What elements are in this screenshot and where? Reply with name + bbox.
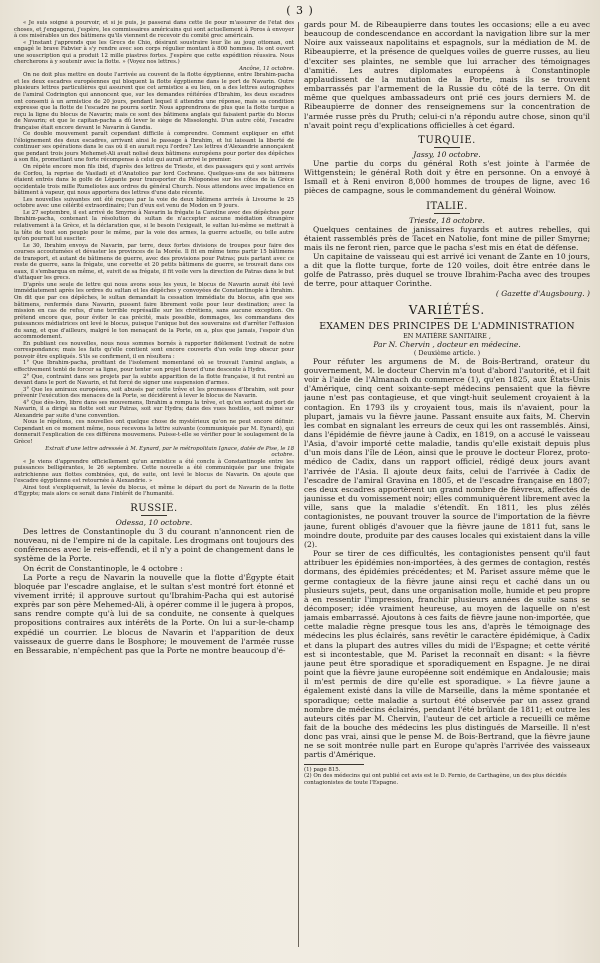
dateline-jassy: Jassy, 10 octobre.	[413, 149, 481, 159]
article-subtitle: EN MATIÈRE SANITAIRE ,	[403, 331, 491, 340]
paragraph: On répète encore mon fils ibid, d'après des lettres de Trieste, et des passagers qui y sont arrivés de Corfou, la reprise de Vasiladi et d'Anatolico par lord Cochrane. Quelques-uns de ses bâtimens étaient entrés dans le golfe de Lépante pour transporter du Péloponèse sur les côtes de la Grèce occidentale trois mille Rumeliotes aux ordres du général Church. Nous attendons avec impatience en bâtiment à vapeur, qui nous apportera des lettres d'une date récente.	[14, 164, 294, 197]
footnote-rule	[304, 764, 364, 765]
article-title: EXAMEN DES PRINCIPES DE L'ADMINISTRATION	[319, 320, 575, 332]
footnote: (2) On des médecins qui ont publié cet avis est le D. Fernio, de Carthagène, un des plus décidés contagionistes de toute l'Espagne.	[304, 773, 567, 786]
left-top-paragraphs	[14, 20, 294, 498]
article-part: ( Deuxième article. )	[413, 348, 481, 357]
footnote: (1) page 815.	[304, 766, 341, 773]
column-divider	[298, 22, 299, 947]
paragraph: 2° Que, contraint dans ses projets par la subite apparition de la flotte française, il fut rentré au devant dans le port de Navarin, et fut forcé de signer une suspension d'armes.	[14, 373, 294, 387]
paragraph: En publiant ces nouvelles, nous nous sommes bornés à rapporter fidèlement l'extrait de notre correspondance; mais les faits qu'elle contient sont encore couverts d'un voile trop obscur pour pouvoir être expliqués. S'ils se confirment, il en résultera :	[14, 340, 294, 360]
dateline: Ancône, 11 octobre.	[239, 65, 294, 72]
paragraph: 3° Que les amiraux européens, soit abusés par cette trêve et les promesses d'Ibrahim, soit pour prévenir l'exécution des menaces de la Porte, se décidèrent à lever le blocus de Navarin.	[14, 386, 294, 400]
paragraph: Pour se tirer de ces difficultés, les contagionistes pensent qu'il faut attribuer les épidémies non-importées, à des germes de contagion, restés dormans, des épidémies précédentes; et M. Pariset assure même que le germe contagieux de la fièvre jaune ainsi reçu et caché dans un ou plusieurs sujets, peut, dans une organisation molle, humide et peu propre à en ressentir l'impression, franchir plusieurs années de suite sans se décomposer; idée vraiment heureuse, au moyen de laquelle on n'est jamais embarrassé. Ajoutons à ces faits de fièvre jaune non-importée, que cette maladie règne presque tous les ans, d'après le témoignage des médecins les plus éclairés, sans revêtir le caractère épidémique, à Cadix et dans la plupart des autres villes du midi de l'Espagne; et cette vérité est si incontestable, que M. Pariset la reconnaît en disant: « la fièvre jaune peut être sporadique et sporadiquement en Espagne. Je ne dirai point que la fièvre jaune européenne soit endémique en Andalousie; mais il m'est permis de dire qu'elle est sporadique. » La fièvre jaune a également existé dans la ville de Marseille, dans la même spontanée et sporadique; cette maladie a surtout été observée par un assez grand nombre de médecins éclairés, pendant l'été brûlant de 1811; et outre les auteurs cités par M. Chervin, l'auteur de cet article a recueilli ce même fait de la bouche des médecins les plus distingués de Marseille. Il n'est donc pas vrai, ainsi que le pense M. de Bois-Bertrand, que la fièvre jaune ne se soit montrée nulle part en Europe qu'après l'arrivée des vaisseaux partis d'Amérique.	[304, 549, 590, 760]
paragraph: Quelques centaines de janissaires fuyards et autres rebelles, qui étaient rassemblés près de Tacet en Natolie, font mine de piller Smyrne; mais ils ne feront rien, parce que le pacha s'est mis en état de défense.	[304, 224, 590, 252]
paragraph: gards pour M. de Ribeaupierre dans toutes les occasions; elle a eu avec beaucoup de condescendance en accordant la navigation libre sur la mer Noire aux vaisseaux napolitains et espagnols, sur la médiation de M. de Ribeaupierre, et la présence de quelques voiles de guerre russes, au lieu d'exciter ses plaintes, ne semble que lui arracher des témoignages d'amitié. Les autres diplomates européens à Constantinople applaudissent de la mutation de la Porte, mais ils se trouvent embarrassés par l'armement de la Russie du côté de la terre. On dit même que quelques ambassadeurs ont prié ces jours derniers M. de Ribeaupierre de donner des renseignemens sur la concentration de l'armée russe près du Pruth; celui-ci n'a répondu autre chose, sinon qu'il n'avait point reçu d'explications officielles à cet égard.	[304, 20, 590, 130]
paragraph: La Porte a reçu de Navarin la nouvelle que la flotte d'Égypte était bloquée par l'escadre anglaise, et le sultan s'est montré fort étonné et vivement irrité; il approuve surtout qu'Ibrahim-Pacha qui est autorisé exprès par son père Mehemed-Ali, à opérer comme il le jugera à propos, sans rendre compte qu'à lui de sa conduite, ne consente à quelques propositions contraires aux intérêts de la Porte. On lui a sur-le-champ expédié un courrier. Le blocus de Navarin et l'apparition de deux vaisseaux de guerre dans le Bosphore; le mouvement de l'armée russe en Bessarabie, n'empêchent pas que la Porte ne montre beaucoup d'é-	[14, 572, 294, 655]
paragraph: 1° Que Ibrahim-pacha, profitant de l'isolement momentané où se trouvait l'amiral anglais, a effectivement tenté de forcer sa ligne, pour tenter son projet favori d'une descente à Hydra.	[14, 360, 294, 373]
heading-rule	[434, 318, 460, 319]
paragraph: « Je viens d'apprendre officiellement qu'un armistice a été conclu à Constantinople entre les puissances belligérantes, le 26 septembre. Cette nouvelle a été communiquée par une frégate autrichienne aux flottes combinées, qui, de suite, ont levé le blocus de Navarin. On ajoute que l'escadre égyptienne est retournée à Alexandrie. »	[14, 458, 294, 485]
dateline-trieste: Trieste, 18 octobre.	[409, 215, 485, 225]
paragraph: Le 27 septembre, il est arrivé de Smyrne à Navarin la frégate la Caroline avec des dépêches pour Ibrahim-pacha, contenant la résolution du sultan de n'accepter aucune médiation étrangère relativement à la Grèce, et la déclaration que, si le besoin l'exigeait, le sultan lui-même se mettrait à la tête de tout son peuple pour le même, par la voie des armes, la guerre actuelle, ou telle autre qu'on pourrait lui susciter.	[14, 209, 294, 243]
heading-rule	[141, 515, 167, 516]
paragraph: On ne doit plus mettre en doute l'arrivée au couvent de la flotte égyptienne, entre Ibrahim-pacha et les deux escadres européennes qui bloquent la flotte égyptienne dans le port de Navarin. Outre plusieurs lettres particulières qui assurent que cet armistice a eu lieu, on a des lettres autographes de l'amiral Codrington qui annoncent que, sur les demandes réitérées d'Ibrahim, les deux escadres ont consenti à un armistice de 20 jours, pendant lequel il attendra une réponse, mais sa condition expresse que la flotte de l'escadre ne pourra sortir. Nous apprendrons de plus que la flotte turque a reçu la ligne du blocus de Navarin; mais ce sont des bâtimens anglais qui faisaient partie du blocus de Navarin; et que le capitan-pacha a dû lever le siège de Missolonghi. D'un autre côté, l'escadre française était encore devant le Navarin à Gandia.	[14, 72, 294, 131]
paragraph: Ce double mouvement paraît cependant difficile à comprendre. Comment expliquer en effet l'éloignement des deux escadres, arrivant ainsi le passage à Ibrahim, et lui laissant la liberté de continuer ses opérations dans le cas où il en aurait reçu l'ordre? Les lettres d'Alexandrie annonçaient que pendant trois jours Mehemet-Ali avait nolisé deux bâtimens européens pour porter des dépêches à son fils, promettant une forte récompense à celui qui aurait arrivé le premier.	[14, 131, 294, 164]
paragraph: 4° Que dès-lors, libre dans ses mouvemens, Ibrahim a rompu la trêve, et qu'en sortant du port de Navarin, il a dirigé sa flotte soit sur Patras, soit sur Hydra; dans des vues hostiles, soit même sur Alexandrie par suite d'une convention.	[14, 399, 294, 419]
section-heading-italie: ITALIE.	[426, 200, 468, 212]
heading-rule	[434, 213, 460, 214]
paragraph: D'après une seule de lettre qui nous avons sous les yeux, le blocus de Navarin aurait été levé immédiatement après les ordres du sultan et les dépêches y convoyées de Constantinople à Ibrahim. On dit que par ces dépêches, le sultan demandait la cessation immédiate du blocus, afin que ses bâtimens, renfermés dans Navarin, pussent faire librement voile pour leur destination; avec la mission en cas de refus, d'une terrible représaille sur les chrétiens, sans aucune exception. On prétend encore que, pour éviter le cas précité, mais possible, dommages, les commandans des puissances médiatrices ont levé le blocus, puisque l'unique but des souverains est d'arrêter l'effusion du sang, et que d'ailleurs, malgré le ton menaçant de la Porte, on a, plus que jamais, l'espoir d'un accommodement.	[14, 281, 294, 341]
section-heading-russie: RUSSIE.	[130, 502, 178, 514]
paragraph: « J'instant j'apprends que les Grecs de Chio, désirant soustraire leur île au joug ottoman, ont engagé le brave Fabvier à s'y rendre avec son corps régulier montant à 800 hommes. Ils ont ouvert une souscription qui a produit 12 mille piastres fortes. J'espère que cette expédition réussira. Nous chercherons à y soutenir avec la flotte. » (Voyez nos lettres.)	[14, 39, 294, 66]
paragraph: Nous le répétons, ces nouvelles ont quelque chose de mystérieux qu'on ne peut encore définir. Cependant en ce moment même, nous recevons la lettre suivante (communiquée par M. Eynard), qui donnerait l'explication de ces différens mouvemens. Puisse-t-elle se vérifier pour le soulagement de la Grèce!	[14, 419, 294, 445]
paragraph: Ainsi tout s'expliquerait, la levée du blocus, et même le départ du port de Navarin de la flotte d'Égypte; mais alors ce serait dans l'intérêt de l'humanité.	[14, 484, 294, 498]
paragraph: On écrit de Constantinople, le 4 octobre :	[23, 563, 183, 573]
paragraph: « Je suis soigné à pourvoir, et si je puis, je passerai dans cette île pour m'assurer de l'état des choses, et j'engagerai, j'espère, les commissaires américains qui sont actuellement à Poros à envoyer à ces misérables un des bâtimens qu'ils viennent de recevoir du comité grec américain.	[14, 20, 294, 40]
paragraph: Une partie du corps du général Roth s'est jointe à l'armée de Wittgenstein; le général Roth doit y être en personne. On a envoyé à Ismaïl et à Reni environ 8,000 hommes de troupes de ligne, avec 16 pièces de campagne, sous le commandement du général Woinow.	[304, 158, 590, 196]
dateline-odessa: Odessa, 10 octobre.	[115, 517, 193, 527]
left-column	[14, 20, 294, 950]
paragraph: Les nouvelles suivantes ont été reçues par la voie de deux bâtimens arrivés à Livourne le 25 octobre avec une célérité extraordinaire; l'un d'eux est venu de Modon en 9 jours.	[14, 196, 294, 210]
section-heading-turquie: TURQUIE.	[418, 134, 476, 146]
paragraph: Le 30, Ibrahim envoya de Navarin, par terre, deux fortes divisions de troupes pour faire des courses accoutumées et dévaster les provinces de la Morée. Il fit en même tems partir 15 bâtimens de transport, et autant de bâtimens de guerre, avec des provisions pour Patras; puis partant avec ce reste de guerre, sans la frégate, une corvette et 20 petits bâtimens de guerre, se trouvait dans ces eaux, il s'embarqua en même, et, suivit de sa frégate, il fit voile vers la direction de Patras dans le but d'attaquer les grecs.	[14, 242, 294, 282]
letter-caption: Extrait d'une lettre adressée à M. Eynard, par le métropolitain Ignace, datée de Pise, le 18 octobre.	[45, 445, 294, 459]
section-heading-varietes: VARIÉTÉS.	[408, 302, 486, 317]
page-number: ( 3 )	[286, 4, 314, 17]
right-column	[304, 20, 590, 950]
paragraph: Un capitaine de vaisseau qui est arrivé ici venant de Zante en 10 jours, a dit que la flotte turque, forte de 120 voiles, doit être entrée dans le golfe de Patrasso, près duquel se trouve Ibrahim-Pacha avec des troupes de terre, pour attaquer Corinthe.	[304, 251, 590, 289]
paragraph: Des lettres de Constantinople du 3 du courant n'annoncent rien de nouveau, ni de l'empire ni de la capitale. Les drogmans ont toujours des conférences avec le reis-effendi, et il n'y a point de changement dans le système de la Porte.	[14, 526, 294, 564]
article-author: Par N. Chervin , docteur en médecine.	[373, 339, 521, 349]
source-attribution: ( Gazette d'Augsbourg. )	[495, 288, 590, 298]
paragraph: Pour réfuter les argumens de M. de Bois-Bertrand, orateur du gouvernement, M. le docteur Chervin m'a tout d'abord l'autorité, et il fait voir à l'aide de l'Almanach du commerce (1), qu'en 1825, aux États-Unis d'Amérique, cinq cent soixante-sept médecins pensaient que la fièvre jaune n'est pas contagieuse, et que vingt-huit seulement croyaient à la contagion. En 1793 ils y croyaient tous, mais ils n'avaient, pour la plupart, jamais vu la fièvre jaune. Passant ensuite aux faits, M. Chervin les combat en signalant les erreurs de ceux qui les ont rassemblés. Ainsi, dans l'épidémie de fièvre jaune à Cadix, en 1819, on a accusé le vaisseau l'Asia, d'avoir importé cette maladie, tandis qu'elle existait depuis plus d'un mois dans l'île de Léon, ainsi que le prouve le docteur Florez, proto-médico de Cadix, dans un rapport officiel, rédigé deux jours avant l'arrivée de l'Asia. Il ajoute deux faits, celui de l'arrivée à Cadix de l'escadre de l'amiral Gravina en 1805, et de l'escadre française en 1807; ces deux escadres apportèrent un grand nombre de fièvreux, affectés de jaunisse et du vomissement noir; elles communiquèrent librement avec la ville, sans que la maladie s'étendît. En 1811, les plus zélés contagionistes, ne pouvant trouver la source de l'importation de la fièvre jaune, furent obligés d'avouer que la fièvre jaune de 1811 fut, sans le moindre doute, produite par des causes locales qui existaient dans la ville (2).	[304, 356, 590, 549]
heading-rule	[434, 147, 460, 148]
